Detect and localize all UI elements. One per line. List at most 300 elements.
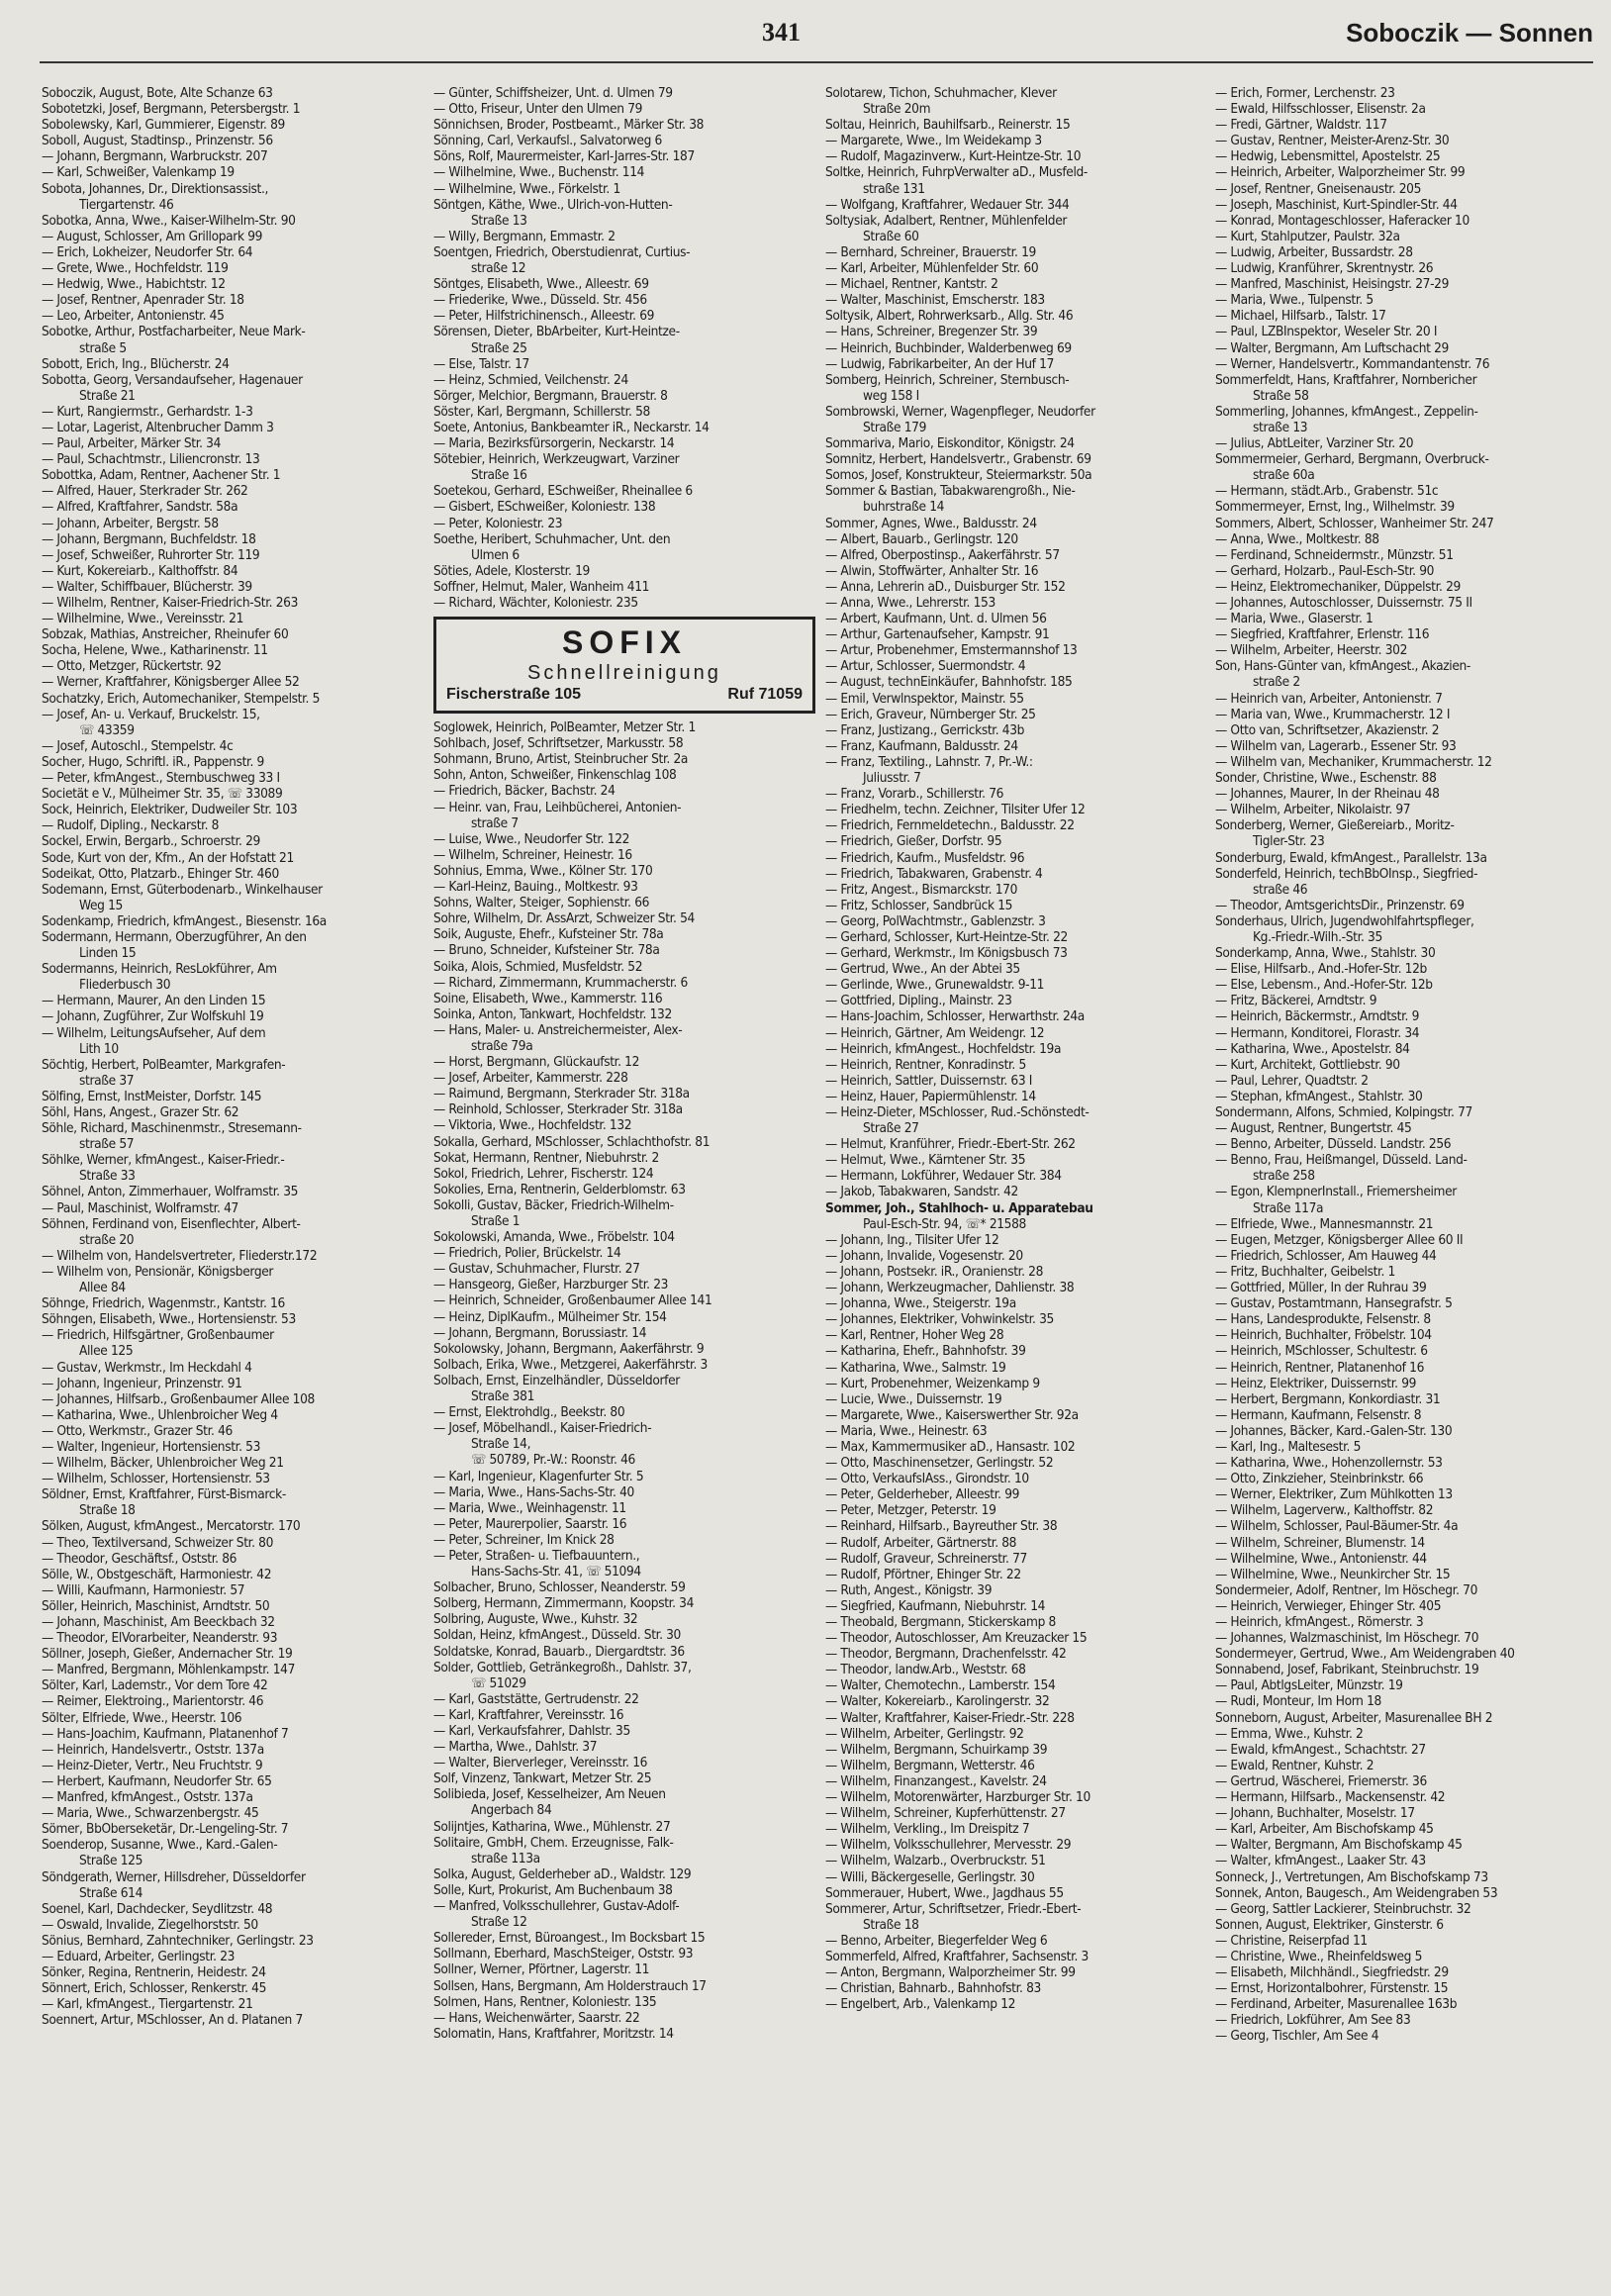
directory-entry: straße 2: [1253, 674, 1300, 691]
ad-service: Schnellreinigung: [527, 662, 721, 685]
directory-entry: — Johann, Bergmann, Warbruckstr. 207: [42, 148, 268, 165]
directory-entry: — Franz, Kaufmann, Baldusstr. 24: [825, 737, 1018, 754]
directory-entry: — Katharina, Wwe., Hohenzollernstr. 53: [1215, 1455, 1443, 1472]
directory-entry: — Gertrud, Wwe., An der Abtei 35: [825, 961, 1020, 978]
directory-entry: Sobotka, Anna, Wwe., Kaiser-Wilhelm-Str. 90: [42, 212, 296, 229]
directory-entry: — Willi, Kaufmann, Harmoniestr. 57: [42, 1581, 245, 1598]
directory-entry: Sonderhaus, Ulrich, Jugendwohlfahrtspfleger,: [1215, 912, 1474, 929]
directory-entry: — Helmut, Wwe., Kärntener Str. 35: [825, 1152, 1026, 1169]
directory-entry: — Emil, Verwlnspektor, Mainstr. 55: [825, 690, 1024, 707]
directory-entry: — Katharina, Wwe., Salmstr. 19: [825, 1359, 1006, 1376]
directory-entry: — Ewald, kfmAngest., Schachtstr. 27: [1215, 1741, 1426, 1758]
directory-entry: straße 57: [79, 1136, 135, 1153]
directory-entry: — Franz, Justizang., Gerrickstr. 43b: [825, 721, 1025, 738]
directory-entry: Soenderop, Susanne, Wwe., Kard.-Galen-: [42, 1837, 278, 1854]
directory-entry: — Engelbert, Arb., Valenkamp 12: [825, 1996, 1016, 2013]
directory-entry: — Peter, Gelderheber, Alleestr. 99: [825, 1486, 1020, 1503]
directory-entry: — Friedrich, Polier, Brückelstr. 14: [433, 1245, 621, 1262]
directory-entry: Sollmann, Eberhard, MaschSteiger, Oststr. 93: [433, 1946, 694, 1962]
directory-entry: Sombrowski, Werner, Wagenpfleger, Neudorfer: [825, 403, 1095, 420]
directory-entry: — Rudolf, Graveur, Schreinerstr. 77: [825, 1550, 1027, 1567]
directory-entry: Kg.-Friedr.-Wilh.-Str. 35: [1253, 928, 1382, 945]
directory-entry: — Josef, Rentner, Apenrader Str. 18: [42, 292, 244, 309]
directory-entry: Sockel, Erwin, Bergarb., Schroerstr. 29: [42, 833, 260, 850]
directory-entry: Sölfing, Ernst, InstMeister, Dorfstr. 145: [42, 1088, 262, 1104]
directory-entry: — Gustav, Postamtmann, Hansegrafstr. 5: [1215, 1295, 1453, 1312]
directory-entry: Sönius, Bernhard, Zahntechniker, Gerlingstr. 23: [42, 1932, 314, 1949]
directory-entry: — Otto, Friseur, Unter den Ulmen 79: [433, 101, 643, 118]
directory-entry: Hans-Sachs-Str. 41, ☏ 51094: [471, 1564, 641, 1580]
directory-entry: Socha, Helene, Wwe., Katharinenstr. 11: [42, 642, 268, 659]
directory-entry: — Johann, Zugführer, Zur Wolfskuhl 19: [42, 1008, 264, 1025]
directory-entry: Sölter, Elfriede, Wwe., Heerstr. 106: [42, 1709, 242, 1726]
directory-entry: — Benno, Frau, Heißmangel, Düsseld. Land-: [1215, 1152, 1468, 1169]
directory-entry: — Johann, Arbeiter, Bergstr. 58: [42, 515, 219, 531]
directory-entry: Straße 27: [863, 1120, 919, 1137]
directory-entry: — Werner, Kraftfahrer, Königsberger Allee 52: [42, 674, 300, 691]
directory-entry: — Heinz-Dieter, Vertr., Neu Fruchtstr. 9: [42, 1757, 263, 1773]
directory-entry: — Wilhelmine, Wwe., Neunkircher Str. 15: [1215, 1566, 1451, 1582]
directory-entry: Söller, Heinrich, Maschinist, Arndtstr. 50: [42, 1597, 270, 1614]
directory-entry: — Ewald, Rentner, Kuhstr. 2: [1215, 1757, 1374, 1773]
directory-entry: — Karl, Arbeiter, Mühlenfelder Str. 60: [825, 260, 1039, 277]
directory-entry: — Hedwig, Wwe., Habichtstr. 12: [42, 276, 226, 293]
directory-entry: — Hans-Joachim, Schlosser, Herwarthstr. 24a: [825, 1008, 1085, 1025]
directory-entry: Ulmen 6: [471, 546, 520, 563]
directory-entry: — Otto van, Schriftsetzer, Akazienstr. 2: [1215, 721, 1440, 738]
directory-entry: — Ernst, Horizontalbohrer, Fürstenstr. 15: [1215, 1980, 1449, 1997]
directory-entry: Sokat, Hermann, Rentner, Niebuhrstr. 2: [433, 1149, 659, 1166]
directory-entry: — Gustav, Rentner, Meister-Arenz-Str. 30: [1215, 133, 1450, 149]
directory-entry: Sodeikat, Otto, Platzarb., Ehinger Str. 460: [42, 865, 279, 882]
directory-entry: Sohmann, Bruno, Artist, Steinbrucher Str. 2a: [433, 751, 689, 768]
directory-entry: — Josef, Möbelhandl., Kaiser-Friedrich-: [433, 1420, 652, 1437]
directory-entry: Straße 12: [471, 1914, 527, 1931]
directory-entry: Sohns, Walter, Steiger, Sophienstr. 66: [433, 895, 650, 911]
directory-entry: Soboll, August, Stadtinsp., Prinzenstr. 56: [42, 133, 273, 149]
directory-entry: — Siegfried, Kaufmann, Niebuhrstr. 14: [825, 1597, 1046, 1614]
directory-entry: — Anton, Bergmann, Walporzheimer Str. 99: [825, 1964, 1076, 1981]
directory-entry: — Walter, Kraftfahrer, Kaiser-Friedr.-Str. 228: [825, 1709, 1075, 1726]
directory-entry: — Wilhelm, Schlosser, Hortensienstr. 53: [42, 1471, 270, 1487]
directory-entry: — Walter, Schiffbauer, Blücherstr. 39: [42, 578, 252, 595]
directory-entry: Sobotke, Arthur, Postfacharbeiter, Neue Mark-: [42, 324, 306, 340]
directory-entry: — Paul, Maschinist, Wolframstr. 47: [42, 1199, 238, 1216]
directory-entry: Sondermeier, Adolf, Rentner, Im Höschegr. 70: [1215, 1581, 1478, 1598]
directory-entry: — Gustav, Schuhmacher, Flurstr. 27: [433, 1261, 640, 1278]
directory-entry: — Herbert, Kaufmann, Neudorfer Str. 65: [42, 1772, 272, 1789]
directory-entry: Sobolewsky, Karl, Gummierer, Eigenstr. 89: [42, 117, 285, 134]
directory-entry: Sohn, Anton, Schweißer, Finkenschlag 108: [433, 767, 677, 784]
directory-entry: Söhl, Hans, Angest., Grazer Str. 62: [42, 1104, 239, 1120]
directory-entry: Sommerfeldt, Hans, Kraftfahrer, Nornbericher: [1215, 371, 1477, 388]
directory-entry: — Ferdinand, Arbeiter, Masurenallee 163b: [1215, 1996, 1458, 2013]
directory-entry: — Walter, Bergmann, Am Luftschacht 29: [1215, 339, 1449, 356]
directory-entry: — Arthur, Gartenaufseher, Kampstr. 91: [825, 626, 1050, 643]
directory-entry: Sommer, Agnes, Wwe., Baldusstr. 24: [825, 515, 1037, 531]
directory-entry: Straße 117a: [1253, 1199, 1324, 1216]
directory-entry: Soldan, Heinz, kfmAngest., Düsseld. Str. 30: [433, 1627, 681, 1644]
directory-entry: — Friedrich, Gießer, Dorfstr. 95: [825, 833, 1002, 850]
directory-entry: — Maria, Wwe., Weinhagenstr. 11: [433, 1499, 626, 1516]
ad-company-name: SOFIX: [561, 624, 687, 661]
directory-entry: — Gerlinde, Wwe., Grunewaldstr. 9-11: [825, 977, 1045, 994]
directory-entry: — Theo, Textilversand, Schweizer Str. 80: [42, 1534, 273, 1551]
directory-entry: — Wilhelm van, Mechaniker, Krummacherstr. 12: [1215, 753, 1492, 770]
directory-entry: — Wilhelm von, Pensionär, Königsberger: [42, 1263, 274, 1280]
directory-entry: straße 5: [79, 339, 127, 356]
directory-entry: — August, Rentner, Bungertstr. 45: [1215, 1120, 1412, 1137]
directory-entry: — Wilhelm, Arbeiter, Gerlingstr. 92: [825, 1725, 1024, 1742]
directory-entry: — Fritz, Bäckerei, Arndtstr. 9: [1215, 993, 1377, 1009]
directory-entry: — Katharina, Wwe., Uhlenbroicher Weg 4: [42, 1406, 278, 1423]
directory-entry: — Peter, kfmAngest., Sternbuschweg 33 I: [42, 770, 280, 787]
directory-entry: — Gustav, Werkmstr., Im Heckdahl 4: [42, 1359, 252, 1376]
directory-entry: — Joseph, Maschinist, Kurt-Spindler-Str. 44: [1215, 196, 1458, 213]
directory-entry: — Bernhard, Schreiner, Brauerstr. 19: [825, 243, 1036, 260]
directory-entry: — Raimund, Bergmann, Sterkrader Str. 318a: [433, 1086, 690, 1102]
directory-entry: — Friedrich, Hilfsgärtner, Großenbaumer: [42, 1327, 274, 1344]
directory-entry: Söhlke, Werner, kfmAngest., Kaiser-Friedr.-: [42, 1152, 285, 1169]
directory-entry: — Walter, Bergmann, Am Bischofskamp 45: [1215, 1837, 1463, 1854]
directory-entry: — Heinrich van, Arbeiter, Antonienstr. 7: [1215, 690, 1443, 707]
directory-entry: — Gottfried, Müller, In der Ruhrau 39: [1215, 1280, 1427, 1296]
directory-entry: — Paul, Schachtmstr., Liliencronstr. 13: [42, 451, 260, 468]
directory-entry: — Wilhelmine, Wwe., Förkelstr. 1: [433, 180, 620, 197]
directory-entry: Söhngen, Elisabeth, Wwe., Hortensienstr. 53: [42, 1311, 296, 1328]
directory-entry: Tiergartenstr. 46: [79, 196, 174, 213]
directory-entry: — Hansgeorg, Gießer, Harzburger Str. 23: [433, 1277, 669, 1293]
directory-entry: Sommerauer, Hubert, Wwe., Jagdhaus 55: [825, 1884, 1064, 1901]
directory-entry: — Michael, Hilfsarb., Talstr. 17: [1215, 308, 1386, 325]
directory-entry: — Georg, PolWachtmstr., Gablenzstr. 3: [825, 912, 1046, 929]
directory-entry: Sokalla, Gerhard, MSchlosser, Schlachthofstr. 81: [433, 1133, 711, 1150]
directory-entry: — Hans, Schreiner, Bregenzer Str. 39: [825, 324, 1038, 340]
directory-entry: — Josef, Arbeiter, Kammerstr. 228: [433, 1070, 628, 1087]
directory-entry: — Friedrich, Bäcker, Bachstr. 24: [433, 783, 616, 800]
directory-entry: Sohre, Wilhelm, Dr. AssArzt, Schweizer Str. 54: [433, 910, 695, 927]
directory-entry: — Elfriede, Wwe., Mannesmannstr. 21: [1215, 1215, 1434, 1232]
ad-contact: [446, 685, 803, 705]
directory-entry: Söldner, Ernst, Kraftfahrer, Fürst-Bismarck-: [42, 1486, 286, 1503]
directory-entry: Straße 18: [79, 1502, 136, 1519]
directory-entry: Sonneck, J., Vertretungen, Am Bischofskamp 73: [1215, 1868, 1488, 1885]
directory-entry: Solbach, Erika, Wwe., Metzgerei, Aakerfährstr. 3: [433, 1356, 708, 1373]
directory-entry: Sodermann, Hermann, Oberzugführer, An den: [42, 928, 307, 945]
running-head: Soboczik — Sonnen: [1346, 18, 1593, 48]
directory-entry: — Heinrich, Verwieger, Ehinger Str. 405: [1215, 1597, 1442, 1614]
directory-entry: Soennert, Artur, MSchlosser, An d. Platanen 7: [42, 2012, 303, 2029]
directory-entry: Tigler-Str. 23: [1253, 833, 1325, 850]
directory-entry: — Heinrich, Bäckermstr., Arndtstr. 9: [1215, 1008, 1420, 1025]
directory-entry: buhrstraße 14: [863, 499, 945, 516]
directory-entry: Söchtig, Herbert, PolBeamter, Markgrafen-: [42, 1056, 286, 1073]
directory-entry: — Theodor, Bergmann, Drachenfelsstr. 42: [825, 1646, 1067, 1663]
directory-entry: — Hermann, Maurer, An den Linden 15: [42, 993, 266, 1009]
directory-entry: — Gerhard, Werkmstr., Im Königsbusch 73: [825, 945, 1068, 962]
directory-entry: — Rudolf, Pförtner, Ehinger Str. 22: [825, 1566, 1021, 1582]
directory-entry: — Christine, Reiserpfad 11: [1215, 1932, 1368, 1949]
directory-entry: — Maria, Wwe., Schwarzenbergstr. 45: [42, 1805, 259, 1822]
directory-entry: — Friedrich, Kaufm., Musfeldstr. 96: [825, 849, 1025, 866]
directory-entry: Weg 15: [79, 897, 123, 913]
directory-entry: Sommer & Bastian, Tabakwarengroßh., Nie-: [825, 483, 1076, 500]
directory-entry: — Erich, Graveur, Nürnberger Str. 25: [825, 706, 1036, 722]
directory-entry: — Fritz, Schlosser, Sandbrück 15: [825, 897, 1013, 913]
directory-entry: — Peter, Metzger, Peterstr. 19: [825, 1502, 996, 1519]
directory-entry: — Alfred, Oberpostinsp., Aakerfährstr. 57: [825, 546, 1060, 563]
directory-entry: — Martha, Wwe., Dahlstr. 37: [433, 1739, 598, 1756]
directory-entry: Sokolli, Gustav, Bäcker, Friedrich-Wilhelm-: [433, 1196, 674, 1213]
directory-entry: Solf, Vinzenz, Tankwart, Metzer Str. 25: [433, 1770, 652, 1787]
directory-entry: — Friedrich, Schlosser, Am Hauweg 44: [1215, 1247, 1437, 1264]
directory-entry: Söntges, Elisabeth, Wwe., Alleestr. 69: [433, 276, 649, 293]
directory-entry: — Rudi, Monteur, Im Horn 18: [1215, 1693, 1381, 1710]
directory-entry: — Johannes, Autoschlosser, Duissernstr. 75 II: [1215, 595, 1472, 611]
directory-entry: straße 13: [1253, 419, 1308, 435]
directory-entry: Sommariva, Mario, Eiskonditor, Königstr. 24: [825, 435, 1075, 452]
directory-entry: — Friedrich, Lokführer, Am See 83: [1215, 2012, 1411, 2029]
directory-entry: Soetekou, Gerhard, ESchweißer, Rheinallee 6: [433, 483, 693, 500]
directory-entry: — Johann, Buchhalter, Moselstr. 17: [1215, 1805, 1415, 1822]
directory-entry: — Reinhold, Schlosser, Sterkrader Str. 318a: [433, 1101, 683, 1118]
directory-entry: Sonderburg, Ewald, kfmAngest., Parallelstr. 13a: [1215, 849, 1487, 866]
directory-entry: ☏ 51029: [471, 1674, 526, 1691]
directory-entry: Socher, Hugo, Schriftl. iR., Pappenstr. 9: [42, 753, 264, 770]
directory-entry: Söster, Karl, Bergmann, Schillerstr. 58: [433, 403, 650, 420]
directory-entry: — Fredi, Gärtner, Waldstr. 117: [1215, 117, 1387, 134]
directory-entry: — Wilhelm, Schlosser, Paul-Bäumer-Str. 4a: [1215, 1518, 1459, 1535]
directory-entry: — Kurt, Kokereiarb., Kalthoffstr. 84: [42, 562, 238, 579]
directory-entry: — Heinrich, kfmAngest., Hochfeldstr. 19a: [825, 1040, 1062, 1057]
directory-entry: — Werner, Handelsvertr., Kommandantenstr. 76: [1215, 355, 1490, 372]
directory-entry: Sommer, Joh., Stahlhoch- u. Apparatebau: [825, 1199, 1093, 1216]
directory-entry: Sobottka, Adam, Rentner, Aachener Str. 1: [42, 467, 281, 484]
directory-entry: — Günter, Schiffsheizer, Unt. d. Ulmen 79: [433, 85, 673, 101]
directory-entry: straße 12: [471, 260, 526, 277]
directory-entry: Soenel, Karl, Dachdecker, Seydlitzstr. 48: [42, 1900, 273, 1917]
directory-entry: Soethe, Heribert, Schuhmacher, Unt. den: [433, 530, 671, 547]
directory-entry: Straße 125: [79, 1853, 143, 1869]
directory-entry: Soltysiak, Adalbert, Rentner, Mühlenfelder: [825, 212, 1068, 229]
directory-entry: — Maria, Wwe., Tulpenstr. 5: [1215, 292, 1374, 309]
directory-entry: Linden 15: [79, 945, 137, 962]
directory-entry: — Johann, Bergmann, Borussiastr. 14: [433, 1324, 647, 1341]
directory-entry: Söhle, Richard, Maschinenmstr., Stresemann-: [42, 1120, 302, 1137]
directory-entry: — Gerhard, Holzarb., Paul-Esch-Str. 90: [1215, 562, 1435, 579]
directory-entry: Sönning, Carl, Verkaufsl., Salvatorweg 6: [433, 133, 662, 149]
directory-entry: Straße 20m: [863, 101, 931, 118]
directory-entry: — Theodor, AmtsgerichtsDir., Prinzenstr. 69: [1215, 897, 1465, 913]
directory-entry: — Johannes, Elektriker, Vohwinkelstr. 35: [825, 1311, 1054, 1328]
directory-entry: Sodermanns, Heinrich, ResLokführer, Am: [42, 961, 277, 978]
directory-entry: — Reimer, Elektroing., Marientorstr. 46: [42, 1693, 264, 1710]
directory-entry: — Heinr. van, Frau, Leihbücherei, Antonien-: [433, 799, 682, 815]
directory-entry: — Ernst, Elektrohdlg., Beekstr. 80: [433, 1404, 625, 1421]
directory-entry: — Emma, Wwe., Kuhstr. 2: [1215, 1725, 1364, 1742]
directory-entry: — Josef, Rentner, Gneisenaustr. 205: [1215, 180, 1422, 197]
directory-entry: Somos, Josef, Konstrukteur, Steiermarkstr. 50a: [825, 467, 1092, 484]
directory-entry: — Josef, Autoschl., Stempelstr. 4c: [42, 737, 234, 754]
directory-entry: — Heinz-Dieter, MSchlosser, Rud.-Schönstedt-: [825, 1104, 1090, 1120]
page-header: [0, 18, 1611, 63]
directory-entry: — Margarete, Wwe., Kaiserswerther Str. 92a: [825, 1406, 1079, 1423]
directory-entry: Sommermeyer, Ernst, Ing., Wilhelmstr. 39: [1215, 499, 1455, 516]
directory-entry: Sonderkamp, Anna, Wwe., Stahlstr. 30: [1215, 945, 1436, 962]
directory-entry: Sommermeier, Gerhard, Bergmann, Overbruck-: [1215, 451, 1489, 468]
directory-entry: — Wilhelm, Lagerverw., Kalthoffstr. 82: [1215, 1502, 1434, 1519]
directory-entry: straße 79a: [471, 1037, 533, 1054]
directory-entry: straße 20: [79, 1231, 135, 1248]
directory-entry: Paul-Esch-Str. 94, ☏* 21588: [863, 1215, 1026, 1232]
directory-entry: — Walter, Ingenieur, Hortensienstr. 53: [42, 1438, 261, 1455]
directory-entry: — Karl, Schweißer, Valenkamp 19: [42, 164, 235, 181]
directory-entry: Straße 18: [863, 1916, 919, 1933]
directory-entry: — Wilhelm, Arbeiter, Heerstr. 302: [1215, 642, 1408, 659]
directory-entry: Sokolowsky, Johann, Bergmann, Aakerfährstr. 9: [433, 1340, 705, 1357]
directory-entry: — Jakob, Tabakwaren, Sandstr. 42: [825, 1184, 1018, 1200]
page-number: 341: [762, 18, 801, 47]
directory-entry: — Hedwig, Lebensmittel, Apostelstr. 25: [1215, 148, 1441, 165]
directory-entry: — Peter, Hilfstrichinensch., Alleestr. 69: [433, 308, 655, 325]
directory-entry: Juliusstr. 7: [863, 770, 921, 787]
directory-entry: — Maria, Wwe., Hans-Sachs-Str. 40: [433, 1483, 634, 1500]
directory-entry: — Johann, Bergmann, Buchfeldstr. 18: [42, 530, 256, 547]
directory-entry: — Margarete, Wwe., Im Weidekamp 3: [825, 133, 1042, 149]
directory-entry: Sölter, Karl, Lademstr., Vor dem Tore 42: [42, 1677, 268, 1694]
directory-entry: — Otto, Zinkzieher, Steinbrinkstr. 66: [1215, 1471, 1424, 1487]
directory-entry: — Else, Lebensm., And.-Hofer-Str. 12b: [1215, 977, 1433, 994]
directory-entry: — Heinz, Hauer, Papiermühlenstr. 14: [825, 1088, 1036, 1104]
directory-entry: — Walter, kfmAngest., Laaker Str. 43: [1215, 1853, 1426, 1869]
directory-entry: — Georg, Tischler, Am See 4: [1215, 2028, 1379, 2045]
directory-entry: Soltke, Heinrich, FuhrpVerwalter aD., Musfeld-: [825, 164, 1088, 181]
directory-entry: Soltysik, Albert, Rohrwerksarb., Allg. Str. 46: [825, 308, 1074, 325]
directory-entry: — Heinrich, Schneider, Großenbaumer Allee 141: [433, 1292, 712, 1309]
directory-entry: — Willi, Bäckergeselle, Gerlingstr. 30: [825, 1868, 1035, 1885]
directory-column-1: [42, 85, 429, 2282]
directory-entry: — Theodor, Autoschlosser, Am Kreuzacker 15: [825, 1630, 1088, 1647]
directory-entry: — Hans, Landesprodukte, Felsenstr. 8: [1215, 1311, 1431, 1328]
directory-entry: — Heinrich, Handelsvertr., Oststr. 137a: [42, 1741, 264, 1758]
directory-entry: Straße 381: [471, 1388, 535, 1405]
directory-entry: — Manfred, Bergmann, Möhlenkampstr. 147: [42, 1662, 296, 1678]
directory-entry: — Alfred, Kraftfahrer, Sandstr. 58a: [42, 499, 238, 516]
directory-entry: Sonnen, August, Elektriker, Ginsterstr. 6: [1215, 1916, 1444, 1933]
directory-entry: — Heinrich, Rentner, Platanenhof 16: [1215, 1359, 1424, 1376]
directory-entry: Sode, Kurt von der, Kfm., An der Hofstatt 21: [42, 849, 294, 866]
directory-entry: Sölken, August, kfmAngest., Mercatorstr. 170: [42, 1518, 301, 1535]
directory-entry: — Helmut, Kranführer, Friedr.-Ebert-Str. 262: [825, 1136, 1076, 1153]
directory-entry: — Else, Talstr. 17: [433, 355, 529, 372]
directory-entry: — Georg, Sattler Lackierer, Steinbruchstr. 32: [1215, 1900, 1471, 1917]
directory-entry: — Ludwig, Fabrikarbeiter, An der Huf 17: [825, 355, 1055, 372]
directory-column-4: [1215, 85, 1603, 2282]
directory-entry: — Karl, Rentner, Hoher Weg 28: [825, 1327, 1004, 1344]
directory-entry: — Wilhelm, Finanzangest., Kavelstr. 24: [825, 1772, 1047, 1789]
directory-entry: — Leo, Arbeiter, Antonienstr. 45: [42, 308, 225, 325]
directory-entry: — Theodor, ElVorarbeiter, Neanderstr. 93: [42, 1630, 278, 1647]
directory-entry: Societät e V., Mülheimer Str. 35, ☏ 33089: [42, 786, 283, 803]
directory-entry: — Johanna, Wwe., Steigerstr. 19a: [825, 1295, 1016, 1312]
directory-entry: — Maria van, Wwe., Krummacherstr. 12 I: [1215, 706, 1451, 722]
directory-entry: — Karl, Kraftfahrer, Vereinsstr. 16: [433, 1706, 624, 1723]
directory-entry: — Paul, Arbeiter, Märker Str. 34: [42, 435, 222, 452]
directory-entry: — Lucie, Wwe., Duissernstr. 19: [825, 1390, 1002, 1407]
directory-entry: — Johannes, Maurer, In der Rheinau 48: [1215, 786, 1440, 803]
directory-entry: Solder, Gottlieb, Getränkegroßh., Dahlstr. 37,: [433, 1659, 692, 1675]
ad-phone: Ruf 71059: [727, 686, 803, 704]
directory-entry: Soika, Alois, Schmied, Musfeldstr. 52: [433, 958, 643, 975]
directory-entry: — Ludwig, Kranführer, Skrentnystr. 26: [1215, 260, 1434, 277]
directory-entry: — Peter, Maurerpolier, Saarstr. 16: [433, 1515, 627, 1532]
directory-entry: — Heinz, Schmied, Veilchenstr. 24: [433, 371, 628, 388]
directory-entry: — Johannes, Hilfsarb., Großenbaumer Allee 108: [42, 1390, 315, 1407]
directory-entry: — Katharina, Ehefr., Bahnhofstr. 39: [825, 1343, 1026, 1360]
directory-entry: Soltau, Heinrich, Bauhilfsarb., Reinerstr. 15: [825, 117, 1071, 134]
header-rule: [40, 61, 1593, 63]
directory-entry: — Karl, Gaststätte, Gertrudenstr. 22: [433, 1690, 639, 1707]
directory-entry: — Johann, Werkzeugmacher, Dahlienstr. 38: [825, 1280, 1075, 1296]
directory-entry: — Julius, AbtLeiter, Varziner Str. 20: [1215, 435, 1414, 452]
directory-entry: Sokol, Friedrich, Lehrer, Fischerstr. 124: [433, 1165, 654, 1182]
directory-entry: — Paul, AbtlgsLeiter, Münzstr. 19: [1215, 1677, 1403, 1694]
directory-entry: Sokolies, Erna, Rentnerin, Gelderblomstr. 63: [433, 1181, 686, 1197]
directory-entry: — Stephan, kfmAngest., Stahlstr. 30: [1215, 1088, 1423, 1104]
directory-entry: Allee 125: [79, 1343, 134, 1360]
directory-entry: — Heinz, Elektromechaniker, Düppelstr. 29: [1215, 578, 1461, 595]
directory-entry: Sonnabend, Josef, Fabrikant, Steinbruchstr. 19: [1215, 1662, 1479, 1678]
directory-entry: — Manfred, Maschinist, Heisingstr. 27-29: [1215, 276, 1450, 293]
directory-entry: — Oswald, Invalide, Ziegelhorststr. 50: [42, 1916, 258, 1933]
directory-entry: Söns, Rolf, Maurermeister, Karl-Jarres-Str. 187: [433, 148, 695, 165]
directory-entry: — August, technEinkäufer, Bahnhofstr. 185: [825, 674, 1073, 691]
directory-entry: — Josef, An- u. Verkauf, Bruckelstr. 15,: [42, 706, 260, 722]
directory-entry: — Hans, Weichenwärter, Saarstr. 22: [433, 2009, 640, 2026]
directory-entry: Soinka, Anton, Tankwart, Hochfeldstr. 132: [433, 1005, 672, 1022]
directory-entry: Sönnert, Erich, Schlosser, Renkerstr. 45: [42, 1980, 267, 1997]
directory-entry: — Otto, Werkmstr., Grazer Str. 46: [42, 1422, 233, 1439]
directory-entry: Sommerer, Artur, Schriftsetzer, Friedr.-Ebert-: [825, 1900, 1082, 1917]
directory-entry: Soglowek, Heinrich, PolBeamter, Metzer Str. 1: [433, 719, 696, 736]
directory-entry: — Johann, Maschinist, Am Beeckbach 32: [42, 1614, 275, 1630]
directory-entry: — Hermann, Lokführer, Wedauer Str. 384: [825, 1168, 1062, 1185]
directory-entry: — Max, Kammermusiker aD., Hansastr. 102: [825, 1438, 1076, 1455]
directory-entry: — Wilhelm, Schreiner, Kupferhüttenstr. 27: [825, 1805, 1066, 1822]
directory-entry: — Walter, Chemotechn., Lamberstr. 154: [825, 1677, 1056, 1694]
directory-entry: Angerbach 84: [471, 1802, 552, 1819]
directory-entry: Soentgen, Friedrich, Oberstudienrat, Curtius-: [433, 243, 691, 260]
directory-entry: — Willy, Bergmann, Emmastr. 2: [433, 228, 616, 244]
directory-entry: Sohlbach, Josef, Schriftsetzer, Markusstr. 58: [433, 735, 684, 752]
directory-entry: — Theobald, Bergmann, Stickerskamp 8: [825, 1614, 1056, 1630]
directory-entry: — Maria, Wwe., Glaserstr. 1: [1215, 611, 1374, 627]
directory-entry: Sommerling, Johannes, kfmAngest., Zeppelin-: [1215, 403, 1478, 420]
directory-entry: — Theodor, Geschäftsf., Oststr. 86: [42, 1550, 237, 1567]
directory-entry: — Manfred, Volksschullehrer, Gustav-Adolf-: [433, 1898, 680, 1915]
directory-entry: — Heinrich, Arbeiter, Walporzheimer Str. 99: [1215, 164, 1466, 181]
ad-address: Fischerstraße 105: [446, 686, 582, 704]
directory-entry: — Ruth, Angest., Königstr. 39: [825, 1581, 993, 1598]
directory-entry: — Wilhelm von, Handelsvertreter, Fliederstr.172: [42, 1247, 318, 1264]
directory-entry: Solitaire, GmbH, Chem. Erzeugnisse, Falk-: [433, 1834, 674, 1851]
directory-entry: — Manfred, kfmAngest., Oststr. 137a: [42, 1789, 253, 1806]
directory-entry: Straße 21: [79, 387, 136, 404]
directory-entry: straße 60a: [1253, 467, 1315, 484]
directory-entry: Straße 58: [1253, 387, 1309, 404]
directory-entry: straße 7: [471, 814, 519, 831]
directory-entry: Solibieda, Josef, Kesselheizer, Am Neuen: [433, 1786, 666, 1803]
